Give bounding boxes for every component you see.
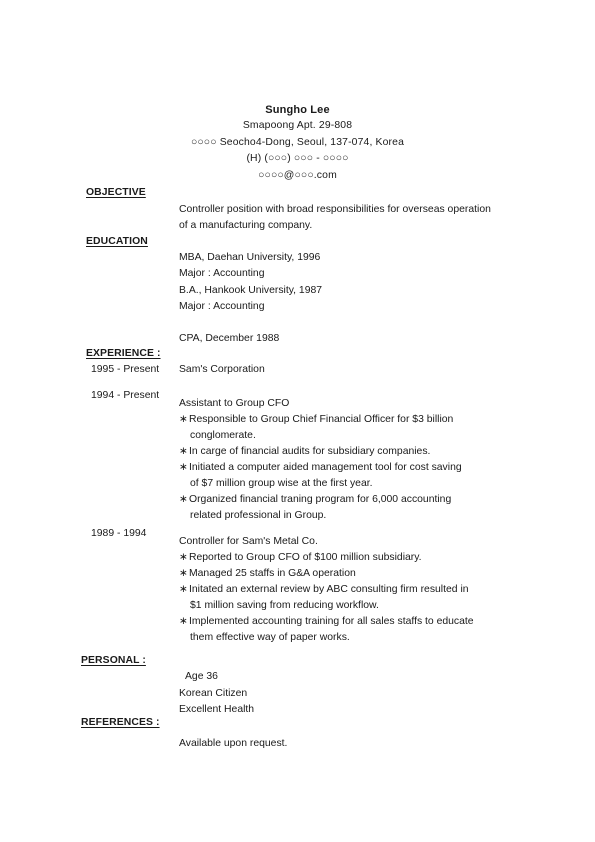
bullet-icon: ∗ — [179, 414, 188, 425]
job-title: Assistant to Group CFO — [179, 398, 290, 409]
job-company: Sam's Corporation — [179, 364, 265, 375]
bullet-icon: ∗ — [179, 568, 188, 579]
objective-heading: OBJECTIVE — [86, 187, 146, 198]
job-date: 1989 - 1994 — [91, 528, 147, 539]
bullet-icon: ∗ — [179, 494, 188, 505]
education-heading: EDUCATION — [86, 236, 148, 247]
job-date: 1995 - Present — [91, 364, 160, 375]
references-line: Available upon request. — [179, 738, 288, 749]
bullet-continuation: conglomerate. — [190, 430, 256, 441]
bullet-item: ∗Managed 25 staffs in G&A operation — [179, 566, 356, 582]
phone-number: (H) (○○○) ○○○ - ○○○○ — [246, 153, 349, 165]
personal-line: Excellent Health — [179, 704, 255, 715]
job-date: 1994 - Present — [91, 390, 160, 401]
references-heading: REFERENCES : — [81, 717, 160, 728]
bullet-icon: ∗ — [179, 584, 188, 595]
bullet-continuation: them effective way of paper works. — [190, 632, 350, 643]
personal-heading: PERSONAL : — [81, 655, 146, 666]
bullet-item: ∗Reported to Group CFO of $100 million subsidiary. — [179, 550, 422, 566]
address-line-1: Smapoong Apt. 29-808 — [242, 120, 353, 132]
bullet-item: ∗Implemented accounting training for all sales staffs to educate — [179, 614, 474, 630]
bullet-item: ∗Initated an external review by ABC consulting firm resulted in — [179, 582, 469, 598]
resume-header — [0, 102, 595, 184]
objective-line: of a manufacturing company. — [179, 220, 313, 231]
education-line: Major : Accounting — [179, 268, 265, 279]
education-line: B.A., Hankook University, 1987 — [179, 285, 323, 296]
applicant-name: Sungho Lee — [265, 104, 330, 116]
objective-line: Controller position with broad responsibilities for overseas operation — [179, 204, 491, 215]
address-line-2: ○○○○ Seocho4-Dong, Seoul, 137-074, Korea — [190, 136, 405, 148]
education-line: Major : Accounting — [179, 301, 265, 312]
bullet-continuation: related professional in Group. — [190, 510, 327, 521]
bullet-icon: ∗ — [179, 446, 188, 457]
bullet-icon: ∗ — [179, 616, 188, 627]
bullet-icon: ∗ — [179, 462, 188, 473]
email-address: ○○○○@○○○.com — [258, 169, 337, 181]
bullet-icon: ∗ — [179, 552, 188, 563]
job-title: Controller for Sam's Metal Co. — [179, 536, 318, 547]
education-line: MBA, Daehan University, 1996 — [179, 252, 321, 263]
education-line: CPA, December 1988 — [179, 333, 280, 344]
bullet-continuation: of $7 million group wise at the first year. — [190, 478, 373, 489]
bullet-item: ∗Initiated a computer aided management tool for cost saving — [179, 460, 462, 476]
bullet-item: ∗In carge of financial audits for subsidiary companies. — [179, 444, 430, 460]
bullet-item: ∗Responsible to Group Chief Financial Officer for $3 billion — [179, 412, 453, 428]
experience-heading: EXPERIENCE : — [86, 348, 161, 359]
personal-line: Korean Citizen — [179, 688, 248, 699]
bullet-continuation: $1 million saving from reducing workflow. — [190, 600, 379, 611]
bullet-item: ∗Organized financial traning program for 6,000 accounting — [179, 492, 451, 508]
personal-line: Age 36 — [185, 671, 218, 682]
